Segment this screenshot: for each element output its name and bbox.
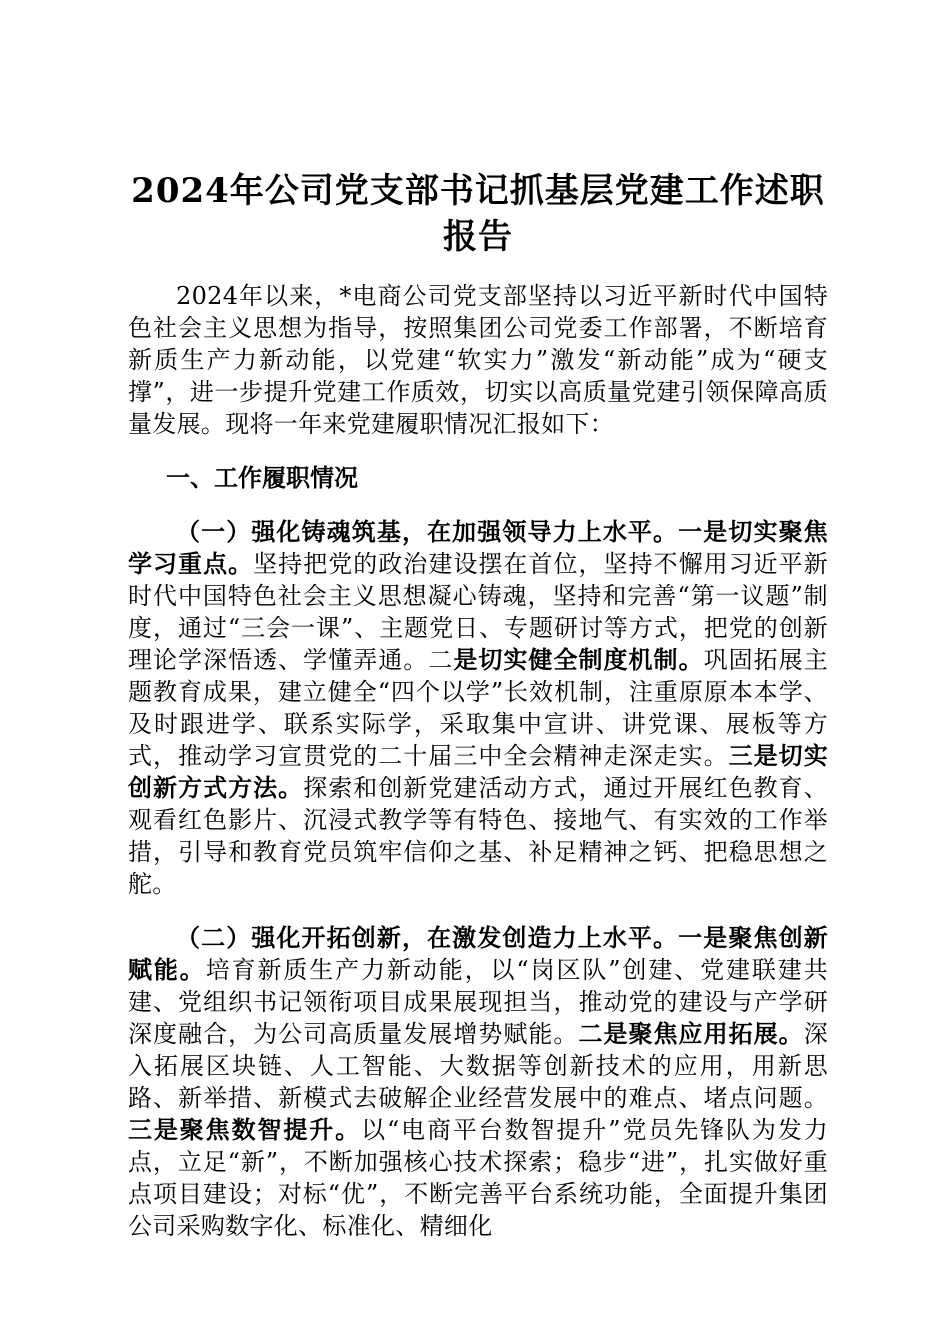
section-heading: 一、工作履职情况	[166, 463, 358, 492]
document-content	[128, 168, 828, 1242]
paragraph-two-text-2: 深入拓展区块链、人工智能、大数据等创新技术的应用，用新思路、新举措、新模式去破解企业经营发展中的难点、堵点问题。	[128, 1020, 828, 1112]
paragraph-two-text-3: 以“电商平台数智提升”党员先锋队为发力点，立足“新”，不断加强核心技术探索；稳步“进”，扎实做好重点项目建设；对标“优”，不断完善平台系统功能，全面提升集团公司采购数字化、标准化、精细化	[128, 1116, 828, 1240]
paragraph-two	[128, 922, 828, 1242]
paragraph-two-text-1: 培育新质生产力新动能，以“岗区队”创建、党建联建共建、党组织书记领衔项目成果展现担当，推动党的建设与产学研深度融合，为公司高质量发展增势赋能。	[128, 956, 828, 1048]
paragraph-one-text-3: 探索和创新党建活动方式，通过开展红色教育、观看红色影片、沉浸式教学等有特色、接地气、有实效的工作举措，引导和教育党员筑牢信仰之基、补足精神之钙、把稳思想之舵。	[128, 774, 828, 898]
intro-paragraph: 2024年以来，*电商公司党支部坚持以习近平新时代中国特色社会主义思想为指导，按照集团公司党委工作部署，不断培育新质生产力新动能，以党建“软实力”激发“新动能”成为“硬支撑”，进一步提升党建工作质效，切实以高质量党建引领保障高质量发展。现将一年来党建履职情况汇报如下：	[128, 282, 828, 438]
paragraph-one	[128, 516, 828, 900]
paragraph-two-heading: （二）强化开拓创新，在激发创造力上水平。一是聚焦创新赋能。	[128, 923, 828, 984]
paragraph-two-bold-2: 二是聚焦应用拓展。	[578, 1019, 804, 1048]
paragraph-one-heading: （一）强化铸魂筑基，在加强领导力上水平。一是切实聚焦学习重点。	[128, 517, 828, 578]
paragraph-one-bold-2: 是切实健全制度机制。	[453, 645, 704, 674]
paragraph-one-text-1: 坚持把党的政治建设摆在首位，坚持不懈用习近平新时代中国特色社会主义思想凝心铸魂，坚持和完善“第一议题”制度，通过“三会一课”、主题党日、专题研讨等方式，把党的创新理论学深悟透、学懂弄通。二	[128, 550, 829, 674]
document-title: 2024年公司党支部书记抓基层党建工作述职报告	[131, 171, 825, 257]
paragraph-one-bold-3: 三是切实创新方式方法。	[128, 741, 829, 802]
paragraph-two-bold-3: 三是聚焦数智提升。	[128, 1115, 362, 1144]
paragraph-one-text-2: 巩固拓展主题教育成果，建立健全“四个以学”长效机制，注重原原本本学、及时跟进学、联系实际学，采取集中宣讲、讲党课、展板等方式，推动学习宣贯党的二十届三中全会精神走深走实。	[128, 646, 829, 770]
